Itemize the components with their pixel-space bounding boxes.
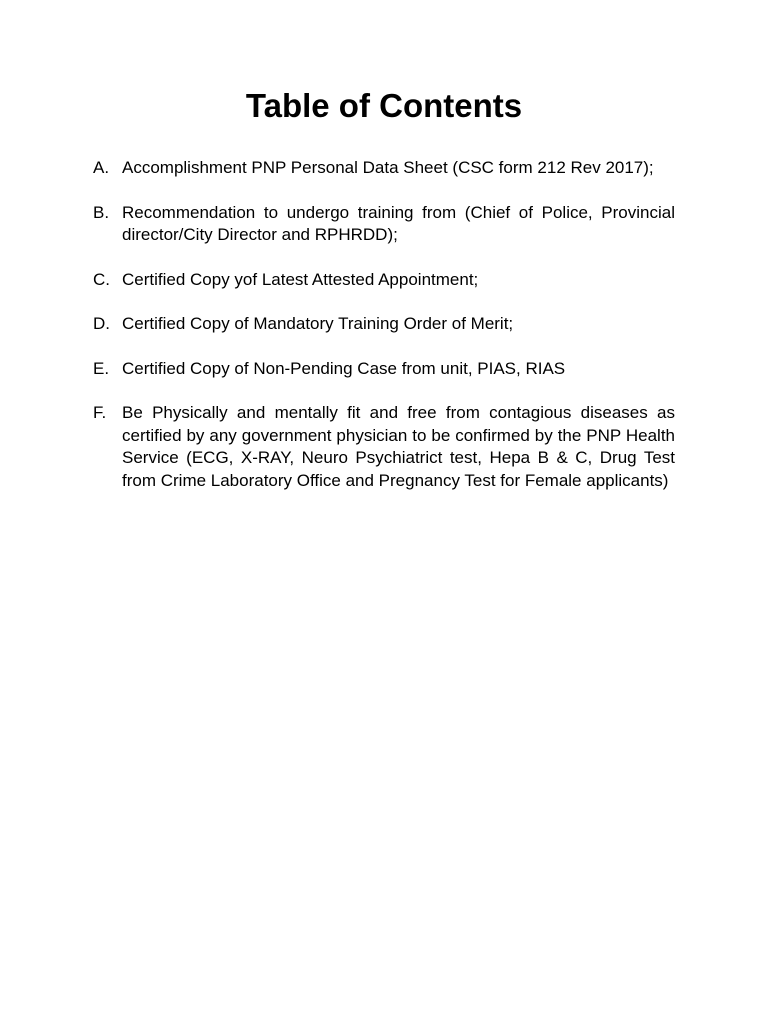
toc-item-text: Certified Copy of Mandatory Training Order of Merit; xyxy=(122,314,514,333)
toc-item-letter: E. xyxy=(93,358,110,378)
toc-item-text: Recommendation to undergo training from (Chief of Police, Provincial director/City Director and RPHRDD); xyxy=(122,202,675,244)
toc-item-letter: A. xyxy=(93,158,110,177)
toc-item-f xyxy=(93,402,675,492)
table-of-contents-list xyxy=(93,157,675,514)
toc-item-text: Be Physically and mentally fit and free from contagious diseases as certified by any government physician to be confirmed by the PNP Health Service (ECG, X-RAY, Neuro Psychiatrict test, Hepa B & C, Drug Test from Crime Laboratory Office and Pregnancy Test for Female applicants) xyxy=(122,403,675,490)
toc-item-d xyxy=(93,313,675,336)
toc-item-text: Certified Copy of Non-Pending Case from unit, PIAS, RIAS xyxy=(122,358,566,378)
toc-item-a xyxy=(93,157,675,180)
toc-item-text: Accomplishment PNP Personal Data Sheet (CSC form 212 Rev 2017); xyxy=(122,158,654,177)
toc-item-letter: F. xyxy=(93,403,107,422)
toc-item-letter: C. xyxy=(93,269,110,289)
toc-item-text: Certified Copy yof Latest Attested Appointment; xyxy=(122,269,479,289)
toc-item-letter: B. xyxy=(93,202,110,222)
page-title: Table of Contents xyxy=(245,87,523,124)
toc-item-c xyxy=(93,269,675,292)
toc-item-b xyxy=(93,202,675,247)
toc-item-e xyxy=(93,358,675,381)
toc-item-letter: D. xyxy=(93,314,110,333)
